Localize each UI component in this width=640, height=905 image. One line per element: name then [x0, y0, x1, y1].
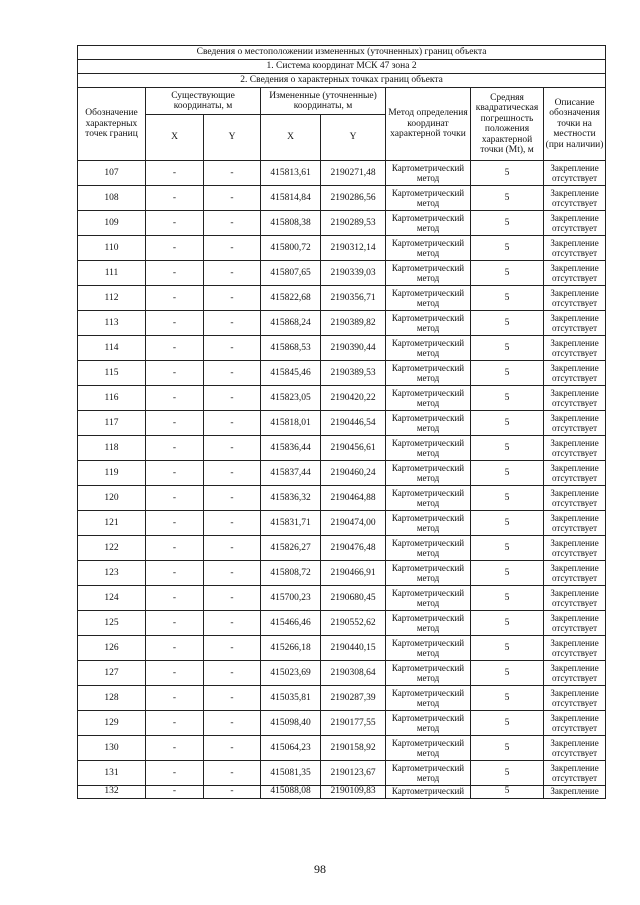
- method-cell: Картометрический метод: [386, 461, 471, 486]
- existing-x-cell: -: [146, 311, 204, 336]
- description-cell: Закрепление отсутствует: [544, 436, 606, 461]
- point-id-cell: 120: [78, 486, 146, 511]
- existing-x-cell: -: [146, 536, 204, 561]
- description-cell: Закрепление отсутствует: [544, 611, 606, 636]
- point-id-cell: 109: [78, 211, 146, 236]
- accuracy-cell: 5: [471, 536, 544, 561]
- description-cell: Закрепление отсутствует: [544, 511, 606, 536]
- existing-y-cell: -: [204, 536, 261, 561]
- table-row: [78, 186, 606, 211]
- coordinate-system: 1. Система координат МСК 47 зона 2: [78, 60, 606, 74]
- changed-y-cell: 2190476,48: [321, 536, 386, 561]
- description-cell: Закрепление отсутствует: [544, 311, 606, 336]
- point-id-cell: 124: [78, 586, 146, 611]
- existing-y-cell: -: [204, 286, 261, 311]
- page-number: 98: [314, 862, 326, 876]
- changed-y-cell: 2190158,92: [321, 736, 386, 761]
- table-title: Сведения о местоположении измененных (уточненных) границ объекта: [78, 46, 606, 60]
- point-id-cell: 115: [78, 361, 146, 386]
- table-row: [78, 261, 606, 286]
- header-accuracy: Средняя квадратическая погрешность положения характерной точки (Mt), м: [471, 88, 544, 161]
- method-cell: Картометрический метод: [386, 711, 471, 736]
- existing-x-cell: -: [146, 186, 204, 211]
- existing-x-cell: -: [146, 386, 204, 411]
- table-row: [78, 161, 606, 186]
- accuracy-cell: 5: [471, 436, 544, 461]
- accuracy-cell: 5: [471, 236, 544, 261]
- changed-x-cell: 415088,08: [261, 786, 321, 799]
- changed-x-cell: 415837,44: [261, 461, 321, 486]
- changed-y-cell: 2190460,24: [321, 461, 386, 486]
- changed-y-cell: 2190390,44: [321, 336, 386, 361]
- existing-x-cell: -: [146, 611, 204, 636]
- method-cell: Картометрический метод: [386, 411, 471, 436]
- changed-x-cell: 415831,71: [261, 511, 321, 536]
- accuracy-cell: 5: [471, 361, 544, 386]
- existing-y-cell: -: [204, 736, 261, 761]
- method-cell: Картометрический метод: [386, 761, 471, 786]
- method-cell: Картометрический метод: [386, 236, 471, 261]
- changed-x-cell: 415813,61: [261, 161, 321, 186]
- existing-y-cell: -: [204, 511, 261, 536]
- table-row: [78, 761, 606, 786]
- table-row: [78, 336, 606, 361]
- method-cell: Картометрический метод: [386, 161, 471, 186]
- accuracy-cell: 5: [471, 461, 544, 486]
- description-cell: Закрепление отсутствует: [544, 486, 606, 511]
- description-cell: Закрепление отсутствует: [544, 461, 606, 486]
- point-id-cell: 130: [78, 736, 146, 761]
- method-cell: Картометрический метод: [386, 211, 471, 236]
- header-method: Метод определения координат характерной точки: [386, 88, 471, 161]
- existing-x-cell: -: [146, 436, 204, 461]
- table-row: [78, 511, 606, 536]
- boundary-points-table: [77, 45, 606, 799]
- table-row: [78, 436, 606, 461]
- header-existing-y: Y: [204, 115, 261, 161]
- changed-y-cell: 2190271,48: [321, 161, 386, 186]
- point-id-cell: 119: [78, 461, 146, 486]
- changed-y-cell: 2190456,61: [321, 436, 386, 461]
- point-id-cell: 107: [78, 161, 146, 186]
- changed-x-cell: 415081,35: [261, 761, 321, 786]
- description-cell: Закрепление отсутствует: [544, 686, 606, 711]
- existing-x-cell: -: [146, 286, 204, 311]
- changed-x-cell: 415800,72: [261, 236, 321, 261]
- table-row: [78, 286, 606, 311]
- description-cell: Закрепление отсутствует: [544, 636, 606, 661]
- existing-x-cell: -: [146, 761, 204, 786]
- existing-x-cell: -: [146, 686, 204, 711]
- existing-y-cell: -: [204, 461, 261, 486]
- point-id-cell: 116: [78, 386, 146, 411]
- existing-x-cell: -: [146, 236, 204, 261]
- method-cell: Картометрический метод: [386, 386, 471, 411]
- existing-x-cell: -: [146, 736, 204, 761]
- point-id-cell: 112: [78, 286, 146, 311]
- changed-y-cell: 2190356,71: [321, 286, 386, 311]
- accuracy-cell: 5: [471, 286, 544, 311]
- changed-y-cell: 2190464,88: [321, 486, 386, 511]
- description-cell: Закрепление отсутствует: [544, 286, 606, 311]
- changed-x-cell: 415064,23: [261, 736, 321, 761]
- accuracy-cell: 5: [471, 486, 544, 511]
- changed-x-cell: 415826,27: [261, 536, 321, 561]
- existing-x-cell: -: [146, 586, 204, 611]
- description-cell: Закрепление отсутствует: [544, 386, 606, 411]
- point-id-cell: 123: [78, 561, 146, 586]
- changed-x-cell: 415822,68: [261, 286, 321, 311]
- existing-y-cell: -: [204, 661, 261, 686]
- table-row: [78, 611, 606, 636]
- changed-y-cell: 2190466,91: [321, 561, 386, 586]
- existing-y-cell: -: [204, 361, 261, 386]
- method-cell: Картометрический метод: [386, 511, 471, 536]
- existing-y-cell: -: [204, 711, 261, 736]
- existing-x-cell: -: [146, 661, 204, 686]
- changed-x-cell: 415098,40: [261, 711, 321, 736]
- method-cell: Картометрический метод: [386, 436, 471, 461]
- point-id-cell: 132: [78, 786, 146, 799]
- existing-x-cell: -: [146, 336, 204, 361]
- existing-y-cell: -: [204, 411, 261, 436]
- description-cell: Закрепление отсутствует: [544, 361, 606, 386]
- changed-x-cell: 415700,23: [261, 586, 321, 611]
- existing-x-cell: -: [146, 161, 204, 186]
- table-row: [78, 561, 606, 586]
- method-cell: Картометрический метод: [386, 661, 471, 686]
- method-cell: Картометрический метод: [386, 186, 471, 211]
- changed-y-cell: 2190680,45: [321, 586, 386, 611]
- table-row: [78, 411, 606, 436]
- description-cell: Закрепление отсутствует: [544, 336, 606, 361]
- changed-y-cell: 2190389,53: [321, 361, 386, 386]
- changed-x-cell: 415808,38: [261, 211, 321, 236]
- point-id-cell: 129: [78, 711, 146, 736]
- changed-x-cell: 415266,18: [261, 636, 321, 661]
- point-id-cell: 117: [78, 411, 146, 436]
- existing-y-cell: -: [204, 336, 261, 361]
- changed-y-cell: 2190552,62: [321, 611, 386, 636]
- existing-x-cell: -: [146, 561, 204, 586]
- existing-y-cell: -: [204, 786, 261, 799]
- existing-y-cell: -: [204, 561, 261, 586]
- existing-x-cell: -: [146, 511, 204, 536]
- table-row: [78, 686, 606, 711]
- changed-x-cell: 415836,44: [261, 436, 321, 461]
- point-id-cell: 122: [78, 536, 146, 561]
- changed-x-cell: 415466,46: [261, 611, 321, 636]
- method-cell: Картометрический метод: [386, 736, 471, 761]
- changed-x-cell: 415808,72: [261, 561, 321, 586]
- point-id-cell: 128: [78, 686, 146, 711]
- table-row: [78, 461, 606, 486]
- description-cell: Закрепление отсутствует: [544, 561, 606, 586]
- point-id-cell: 118: [78, 436, 146, 461]
- description-cell: Закрепление отсутствует: [544, 261, 606, 286]
- description-cell: Закрепление отсутствует: [544, 411, 606, 436]
- method-cell: Картометрический метод: [386, 561, 471, 586]
- table-row: [78, 736, 606, 761]
- existing-y-cell: -: [204, 486, 261, 511]
- accuracy-cell: 5: [471, 261, 544, 286]
- changed-y-cell: 2190440,15: [321, 636, 386, 661]
- changed-x-cell: 415868,24: [261, 311, 321, 336]
- method-cell: Картометрический метод: [386, 686, 471, 711]
- description-cell: Закрепление отсутствует: [544, 536, 606, 561]
- accuracy-cell: 5: [471, 786, 544, 799]
- changed-y-cell: 2190287,39: [321, 686, 386, 711]
- method-cell: Картометрический метод: [386, 311, 471, 336]
- changed-x-cell: 415814,84: [261, 186, 321, 211]
- point-id-cell: 113: [78, 311, 146, 336]
- existing-y-cell: -: [204, 236, 261, 261]
- table-row: [78, 386, 606, 411]
- existing-x-cell: -: [146, 261, 204, 286]
- point-id-cell: 111: [78, 261, 146, 286]
- point-id-cell: 125: [78, 611, 146, 636]
- header-changed-coordinates: Измененные (уточненные) координаты, м: [261, 88, 386, 115]
- method-cell: Картометрический: [386, 786, 471, 799]
- existing-x-cell: -: [146, 361, 204, 386]
- section-title: 2. Сведения о характерных точках границ объекта: [78, 74, 606, 88]
- existing-x-cell: -: [146, 461, 204, 486]
- changed-y-cell: 2190312,14: [321, 236, 386, 261]
- description-cell: Закрепление отсутствует: [544, 161, 606, 186]
- description-cell: Закрепление отсутствует: [544, 761, 606, 786]
- accuracy-cell: 5: [471, 686, 544, 711]
- method-cell: Картометрический метод: [386, 286, 471, 311]
- changed-y-cell: 2190420,22: [321, 386, 386, 411]
- changed-y-cell: 2190339,03: [321, 261, 386, 286]
- header-description: Описание обозначения точки на местности (при наличии): [544, 88, 606, 161]
- changed-y-cell: 2190289,53: [321, 211, 386, 236]
- existing-x-cell: -: [146, 411, 204, 436]
- accuracy-cell: 5: [471, 511, 544, 536]
- changed-x-cell: 415845,46: [261, 361, 321, 386]
- point-id-cell: 131: [78, 761, 146, 786]
- point-id-cell: 114: [78, 336, 146, 361]
- existing-y-cell: -: [204, 636, 261, 661]
- table-row: [78, 311, 606, 336]
- description-cell: Закрепление отсутствует: [544, 736, 606, 761]
- header-changed-x: X: [261, 115, 321, 161]
- method-cell: Картометрический метод: [386, 336, 471, 361]
- table-row: [78, 211, 606, 236]
- description-cell: Закрепление отсутствует: [544, 586, 606, 611]
- description-cell: Закрепление отсутствует: [544, 186, 606, 211]
- accuracy-cell: 5: [471, 611, 544, 636]
- point-id-cell: 121: [78, 511, 146, 536]
- existing-y-cell: -: [204, 211, 261, 236]
- table-row: [78, 361, 606, 386]
- method-cell: Картометрический метод: [386, 536, 471, 561]
- table-row: [78, 236, 606, 261]
- existing-y-cell: -: [204, 436, 261, 461]
- accuracy-cell: 5: [471, 586, 544, 611]
- header-existing-x: X: [146, 115, 204, 161]
- accuracy-cell: 5: [471, 711, 544, 736]
- method-cell: Картометрический метод: [386, 611, 471, 636]
- changed-y-cell: 2190177,55: [321, 711, 386, 736]
- existing-x-cell: -: [146, 211, 204, 236]
- accuracy-cell: 5: [471, 211, 544, 236]
- changed-x-cell: 415823,05: [261, 386, 321, 411]
- table-row: [78, 486, 606, 511]
- changed-x-cell: 415023,69: [261, 661, 321, 686]
- table-row: [78, 711, 606, 736]
- existing-y-cell: -: [204, 686, 261, 711]
- existing-x-cell: -: [146, 711, 204, 736]
- accuracy-cell: 5: [471, 386, 544, 411]
- table-row: [78, 786, 606, 799]
- existing-y-cell: -: [204, 611, 261, 636]
- method-cell: Картометрический метод: [386, 261, 471, 286]
- point-id-cell: 110: [78, 236, 146, 261]
- table-row: [78, 661, 606, 686]
- existing-x-cell: -: [146, 786, 204, 799]
- existing-y-cell: -: [204, 386, 261, 411]
- changed-x-cell: 415807,65: [261, 261, 321, 286]
- description-cell: Закрепление: [544, 786, 606, 799]
- accuracy-cell: 5: [471, 661, 544, 686]
- method-cell: Картометрический метод: [386, 486, 471, 511]
- point-id-cell: 108: [78, 186, 146, 211]
- accuracy-cell: 5: [471, 336, 544, 361]
- header-changed-y: Y: [321, 115, 386, 161]
- existing-x-cell: -: [146, 636, 204, 661]
- header-existing-coordinates: Существующие координаты, м: [146, 88, 261, 115]
- accuracy-cell: 5: [471, 186, 544, 211]
- point-id-cell: 126: [78, 636, 146, 661]
- accuracy-cell: 5: [471, 761, 544, 786]
- changed-y-cell: 2190474,00: [321, 511, 386, 536]
- method-cell: Картометрический метод: [386, 636, 471, 661]
- accuracy-cell: 5: [471, 736, 544, 761]
- changed-y-cell: 2190286,56: [321, 186, 386, 211]
- changed-y-cell: 2190123,67: [321, 761, 386, 786]
- existing-y-cell: -: [204, 761, 261, 786]
- table-row: [78, 536, 606, 561]
- changed-y-cell: 2190446,54: [321, 411, 386, 436]
- accuracy-cell: 5: [471, 411, 544, 436]
- changed-y-cell: 2190308,64: [321, 661, 386, 686]
- point-id-cell: 127: [78, 661, 146, 686]
- changed-x-cell: 415836,32: [261, 486, 321, 511]
- description-cell: Закрепление отсутствует: [544, 661, 606, 686]
- changed-y-cell: 2190109,83: [321, 786, 386, 799]
- changed-y-cell: 2190389,82: [321, 311, 386, 336]
- description-cell: Закрепление отсутствует: [544, 711, 606, 736]
- changed-x-cell: 415868,53: [261, 336, 321, 361]
- method-cell: Картометрический метод: [386, 586, 471, 611]
- changed-x-cell: 415035,81: [261, 686, 321, 711]
- description-cell: Закрепление отсутствует: [544, 211, 606, 236]
- description-cell: Закрепление отсутствует: [544, 236, 606, 261]
- accuracy-cell: 5: [471, 311, 544, 336]
- header-designation: Обозначение характерных точек границ: [78, 88, 146, 161]
- changed-x-cell: 415818,01: [261, 411, 321, 436]
- accuracy-cell: 5: [471, 636, 544, 661]
- table-row: [78, 636, 606, 661]
- table-row: [78, 586, 606, 611]
- existing-x-cell: -: [146, 486, 204, 511]
- method-cell: Картометрический метод: [386, 361, 471, 386]
- accuracy-cell: 5: [471, 161, 544, 186]
- existing-y-cell: -: [204, 261, 261, 286]
- accuracy-cell: 5: [471, 561, 544, 586]
- existing-y-cell: -: [204, 311, 261, 336]
- existing-y-cell: -: [204, 186, 261, 211]
- existing-y-cell: -: [204, 586, 261, 611]
- existing-y-cell: -: [204, 161, 261, 186]
